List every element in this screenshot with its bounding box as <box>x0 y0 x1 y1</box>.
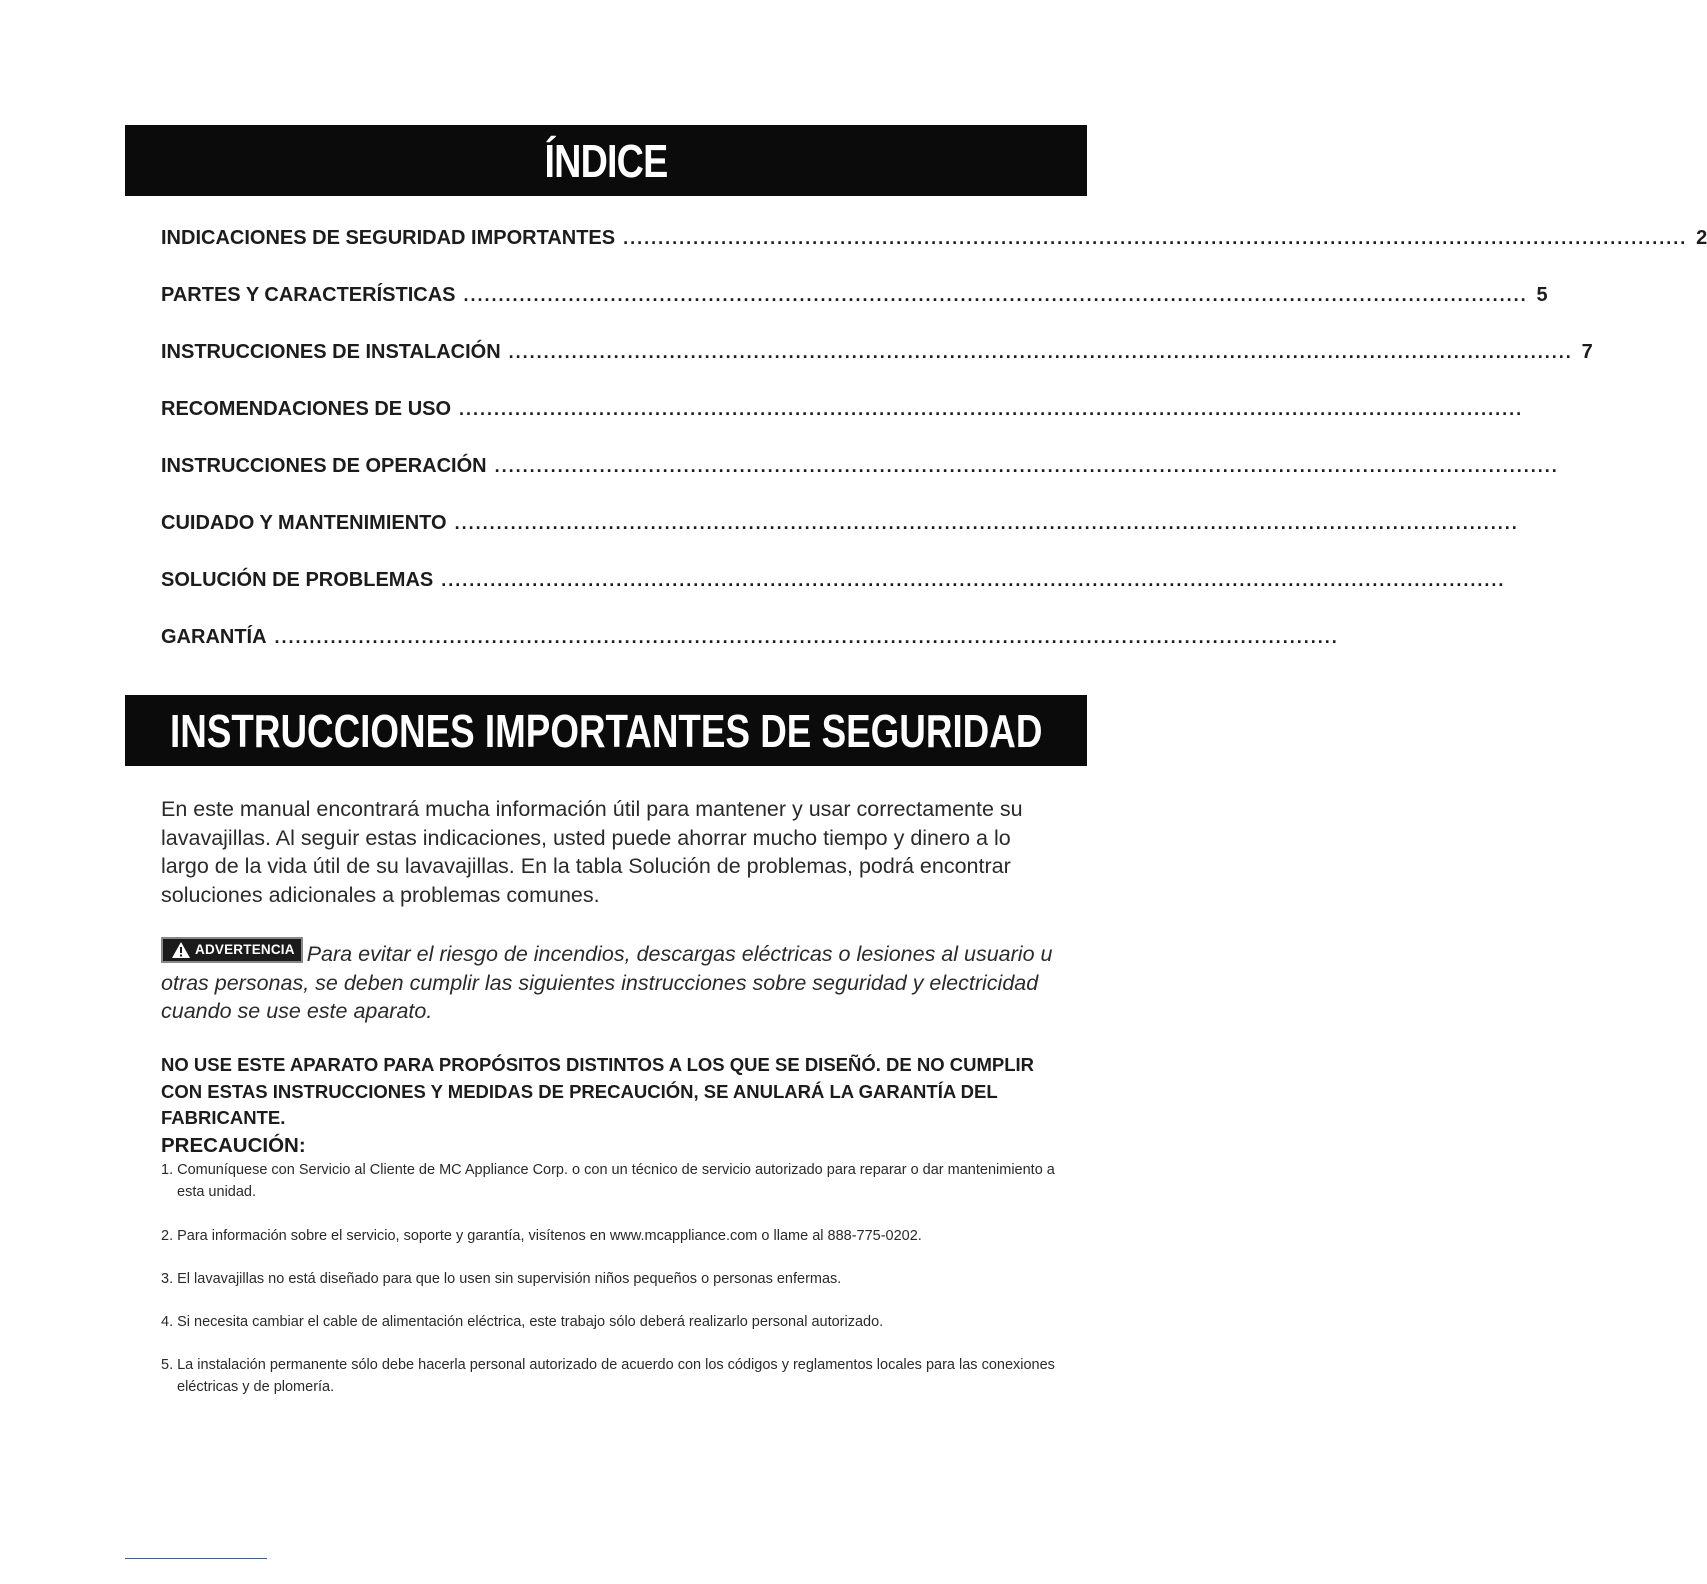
safety-title: INSTRUCCIONES IMPORTANTES DE SEGURIDAD <box>169 704 1043 757</box>
toc-item[interactable] <box>161 512 1519 542</box>
list-item: 4. Si necesita cambiar el cable de alimentación eléctrica, este trabajo sólo deberá realizarlo personal autorizado. <box>161 1314 884 1330</box>
toc-item-label: INSTRUCCIONES DE INSTALACIÓN <box>161 341 501 363</box>
toc-item-label: INSTRUCCIONES DE OPERACIÓN <box>161 455 487 477</box>
toc-title: ÍNDICE <box>544 134 668 187</box>
toc-leader-dots: ........................................................................................................................................................ <box>454 513 1519 533</box>
toc-item[interactable] <box>161 398 1524 428</box>
toc-leader-dots: ........................................................................................................................................................ <box>274 627 1339 647</box>
warning-badge <box>161 937 303 963</box>
toc-leader-dots: ........................................................................................................................................................ <box>623 228 1688 248</box>
toc-item-label: CUIDADO Y MANTENIMIENTO <box>161 512 447 534</box>
toc-leader-dots: ........................................................................................................................................................ <box>494 456 1559 476</box>
toc-item[interactable] <box>161 569 1506 599</box>
toc-item-label: RECOMENDACIONES DE USO <box>161 398 452 420</box>
toc-leader-dots: ........................................................................................................................................................ <box>508 342 1573 362</box>
warning-text: Para evitar el riesgo de incendios, descargas eléctricas o lesiones al usuario u otras personas, se deben cumplir las siguientes instrucciones sobre seguridad y electricidad cuando se use este aparato. <box>161 942 1053 1024</box>
toc-item-label: SOLUCIÓN DE PROBLEMAS <box>161 569 434 591</box>
list-item: 2. Para información sobre el servicio, soporte y garantía, visítenos en www.mcappliance.com o llame al 888-775-0202. <box>161 1228 922 1244</box>
toc-title-banner <box>125 125 1087 196</box>
list-item: 1. Comuníquese con Servicio al Cliente de MC Appliance Corp. o con un técnico de servicio autorizado para reparar o dar mantenimiento a esta unidad. <box>161 1162 1055 1200</box>
toc-item-label: INDICACIONES DE SEGURIDAD IMPORTANTES <box>161 227 616 249</box>
list-item: 3. El lavavajillas no está diseñado para que lo usen sin supervisión niños pequeños o personas enfermas. <box>161 1271 842 1287</box>
toc-item[interactable] <box>161 341 1593 371</box>
footer-rule <box>125 1558 267 1559</box>
toc-item-page: 7 <box>1581 341 1593 363</box>
toc-leader-dots: ........................................................................................................................................................ <box>441 570 1506 590</box>
toc-item[interactable] <box>161 227 1707 257</box>
intro-paragraph: En este manual encontrará mucha información útil para mantener y usar correctamente su lavavajillas. Al seguir estas indicaciones, usted puede ahorrar mucho tiempo y dinero a lo largo de la vida útil de su lavavajillas. En la tabla Solución de problemas, podrá encontrar soluciones adicionales a problemas comunes. <box>161 797 1023 907</box>
toc-item[interactable] <box>161 626 1339 656</box>
toc-item-page: 2 <box>1696 227 1707 249</box>
toc-leader-dots: ........................................................................................................................................................ <box>463 285 1528 305</box>
warning-paragraph <box>161 937 1056 1026</box>
precaution-heading: PRECAUCIÓN: <box>161 1134 306 1157</box>
warning-badge-label: ADVERTENCIA <box>195 941 295 957</box>
safety-title-banner <box>125 695 1087 766</box>
warning-triangle-icon <box>171 941 191 959</box>
toc-item[interactable] <box>161 455 1559 485</box>
toc-item-label: GARANTÍA <box>161 626 267 648</box>
usage-notice: NO USE ESTE APARATO PARA PROPÓSITOS DISTINTOS A LOS QUE SE DISEÑÓ. DE NO CUMPLIR CON ESTAS INSTRUCCIONES Y MEDIDAS DE PRECAUCIÓN, SE ANULARÁ LA GARANTÍA DEL FABRICANTE. <box>161 1054 1035 1128</box>
toc-item[interactable] <box>161 284 1548 314</box>
toc-item-label: PARTES Y CARACTERÍSTICAS <box>161 284 456 306</box>
toc-item-page: 5 <box>1536 284 1548 306</box>
toc-leader-dots: ........................................................................................................................................................ <box>459 399 1524 419</box>
list-item: 5. La instalación permanente sólo debe hacerla personal autorizado de acuerdo con los códigos y reglamentos locales para las conexiones eléctricas y de plomería. <box>161 1357 1055 1395</box>
